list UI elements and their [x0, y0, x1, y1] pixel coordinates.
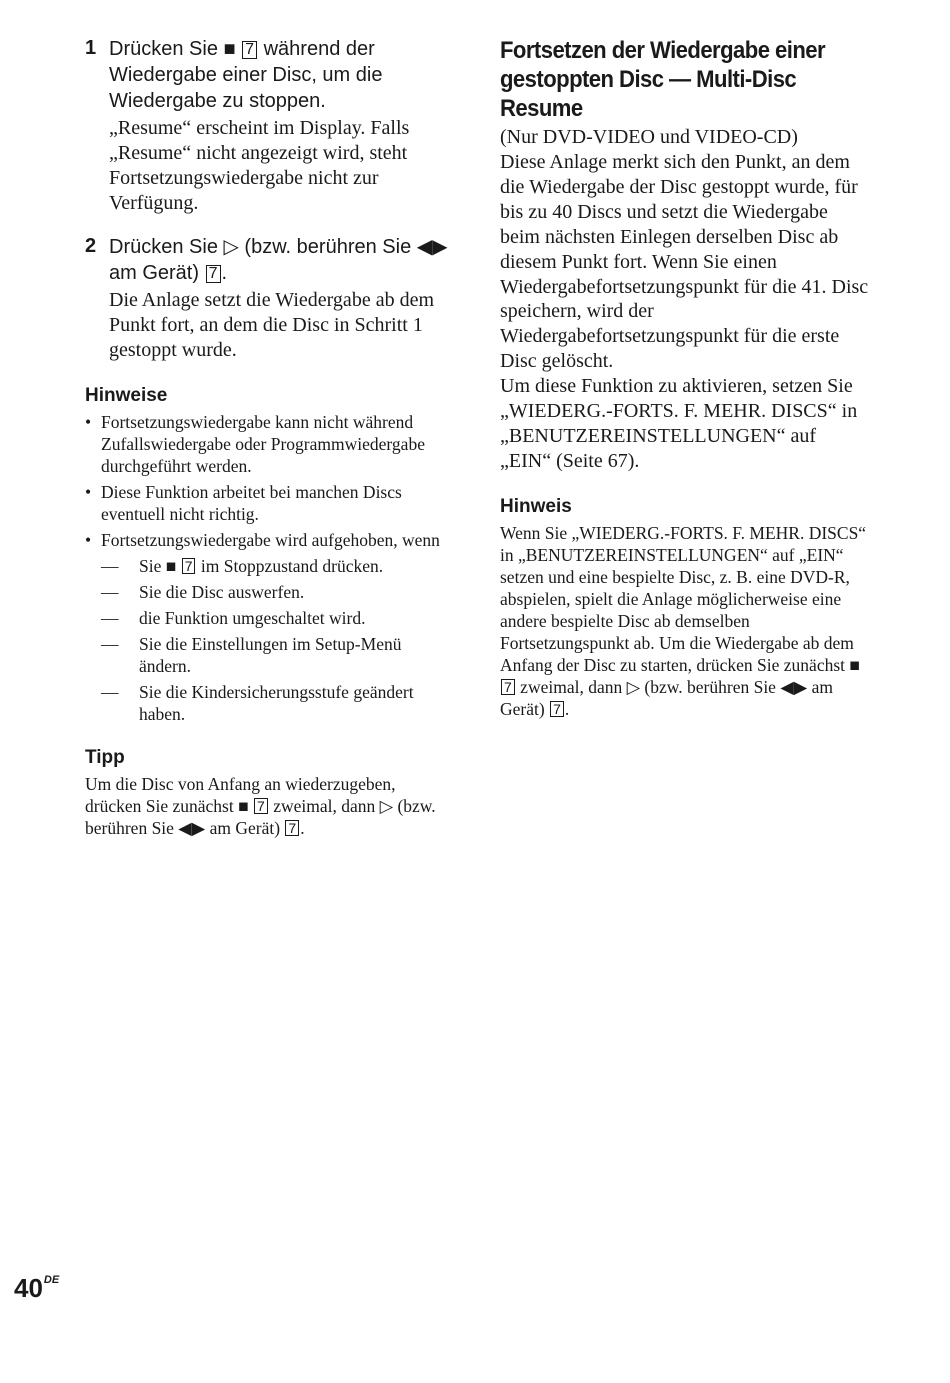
list-item	[85, 481, 455, 525]
key-reference-box: 7	[182, 558, 196, 574]
dash-icon: —	[101, 682, 119, 702]
notes-heading: Hinweise	[85, 385, 168, 406]
note-text	[500, 522, 872, 720]
section-body: Diese Anlage merkt sich den Punkt, an dem die Wiedergabe der Disc gestoppt wurde, für bis zu 40 Discs und setzt die Wiedergabe beim nächsten Einlegen derselben Disc ab diesem Punkt fort. Wenn Sie einen Wiedergabefortsetzungspunkt für die 41. Disc speichern, wird der Wiedergabefortsetzungspunkt für die erste Disc gelöscht.	[500, 151, 869, 373]
step-instruction	[109, 36, 455, 114]
sub-list-item	[101, 555, 455, 577]
page-number	[14, 1273, 59, 1304]
note-heading: Hinweis	[500, 495, 572, 517]
tip-text-part: .	[300, 818, 305, 838]
sub-note-text: Sie die Disc auswerfen.	[139, 582, 305, 602]
note-text: Fortsetzungswiedergabe kann nicht während Zufallswiedergabe oder Programmwiedergabe durchgeführt werden.	[101, 412, 425, 476]
sub-list-item	[101, 607, 455, 629]
sub-note-text: Sie die Einstellungen im Setup-Menü ändern.	[139, 634, 402, 676]
section-intro: (Nur DVD-VIDEO und VIDEO-CD)	[500, 126, 798, 148]
note-text: Fortsetzungswiedergabe wird aufgehoben, wenn	[101, 530, 440, 550]
sub-note-text: im Stoppzustand drücken.	[200, 556, 384, 576]
step-instruction	[109, 234, 455, 286]
left-column	[85, 36, 455, 839]
sub-list-item	[101, 681, 455, 725]
notes-list	[85, 411, 455, 725]
key-reference-box: 7	[206, 265, 221, 283]
sub-list-item	[101, 633, 455, 677]
step-1	[85, 36, 455, 216]
note-text-part: zweimal, dann ▷ (bzw. berühren Sie ◀▶ am Gerät)	[500, 676, 833, 719]
bullet-icon: •	[85, 482, 92, 502]
step-2	[85, 234, 455, 363]
dash-icon: —	[101, 608, 119, 628]
sub-list	[101, 555, 455, 725]
list-item	[85, 411, 455, 477]
note-text-part: Wenn Sie „WIEDERG.-FORTS. F. MEHR. DISCS“ in „BENUTZEREINSTELLUNGEN“ auf „EIN“ setzen und eine bespielte Disc, z. B. eine DVD-R, abspielen, spielt die Anlage möglicherweise eine andere bespielte Disc ab demselben Fortsetzungspunkt ab. Um die Wiedergabe ab dem Anfang der Disc zu starten, drücken Sie zunächst ■	[500, 522, 867, 675]
dash-icon: —	[101, 634, 119, 654]
dash-icon: —	[101, 556, 119, 576]
tip-text-part: Um die Disc von Anfang an wiederzugeben, drücken Sie zunächst ■	[85, 774, 396, 816]
sub-note-text: die Funktion umgeschaltet wird.	[139, 608, 366, 628]
right-column	[500, 36, 872, 720]
section-body-activation: Um diese Funktion zu aktivieren, setzen Sie „WIEDERG.-FORTS. F. MEHR. DISCS“ in „BENUTZEREINSTELLUNGEN“ auf „EIN“ (Seite 67).	[500, 375, 858, 472]
step-description: „Resume“ erscheint im Display. Falls „Resume“ nicht angezeigt wird, steht Fortsetzungswiedergabe nicht zur Verfügung.	[109, 117, 410, 214]
page-number-value: 40	[14, 1273, 43, 1303]
key-reference-box: 7	[242, 41, 257, 59]
note-text: Diese Funktion arbeitet bei manchen Discs eventuell nicht richtig.	[101, 482, 402, 524]
key-reference-box: 7	[550, 701, 564, 717]
sub-note-text: Sie ■	[139, 556, 177, 576]
step-number: 2	[85, 235, 97, 257]
bullet-icon: •	[85, 412, 92, 432]
instruction-text: .	[221, 262, 228, 284]
section-title: Fortsetzen der Wiedergabe einer gestoppten Disc — Multi-Disc Resume	[500, 37, 826, 122]
bullet-icon: •	[85, 530, 92, 550]
instruction-text: Drücken Sie ■	[109, 38, 236, 60]
step-number: 1	[85, 37, 97, 59]
key-reference-box: 7	[501, 679, 515, 695]
sub-list-item	[101, 581, 455, 603]
key-reference-box: 7	[254, 798, 268, 814]
tip-heading: Tipp	[85, 747, 125, 768]
instruction-text: während der Wiedergabe einer Disc, um die Wiedergabe zu stoppen.	[109, 38, 383, 112]
instruction-text: Drücken Sie ▷ (bzw. berühren Sie ◀▶ am Gerät)	[109, 236, 448, 284]
sub-note-text: Sie die Kindersicherungsstufe geändert haben.	[139, 682, 414, 724]
page-suffix: DE	[43, 1274, 60, 1286]
note-text-part: .	[564, 698, 570, 719]
tip-text-part: zweimal, dann ▷ (bzw. berühren Sie ◀▶ am Gerät)	[85, 796, 436, 838]
dash-icon: —	[101, 582, 119, 602]
step-description: Die Anlage setzt die Wiedergabe ab dem Punkt fort, an dem die Disc in Schritt 1 gestoppt wurde.	[109, 289, 434, 361]
tip-text	[85, 773, 455, 839]
key-reference-box: 7	[285, 820, 299, 836]
list-item	[85, 529, 455, 725]
